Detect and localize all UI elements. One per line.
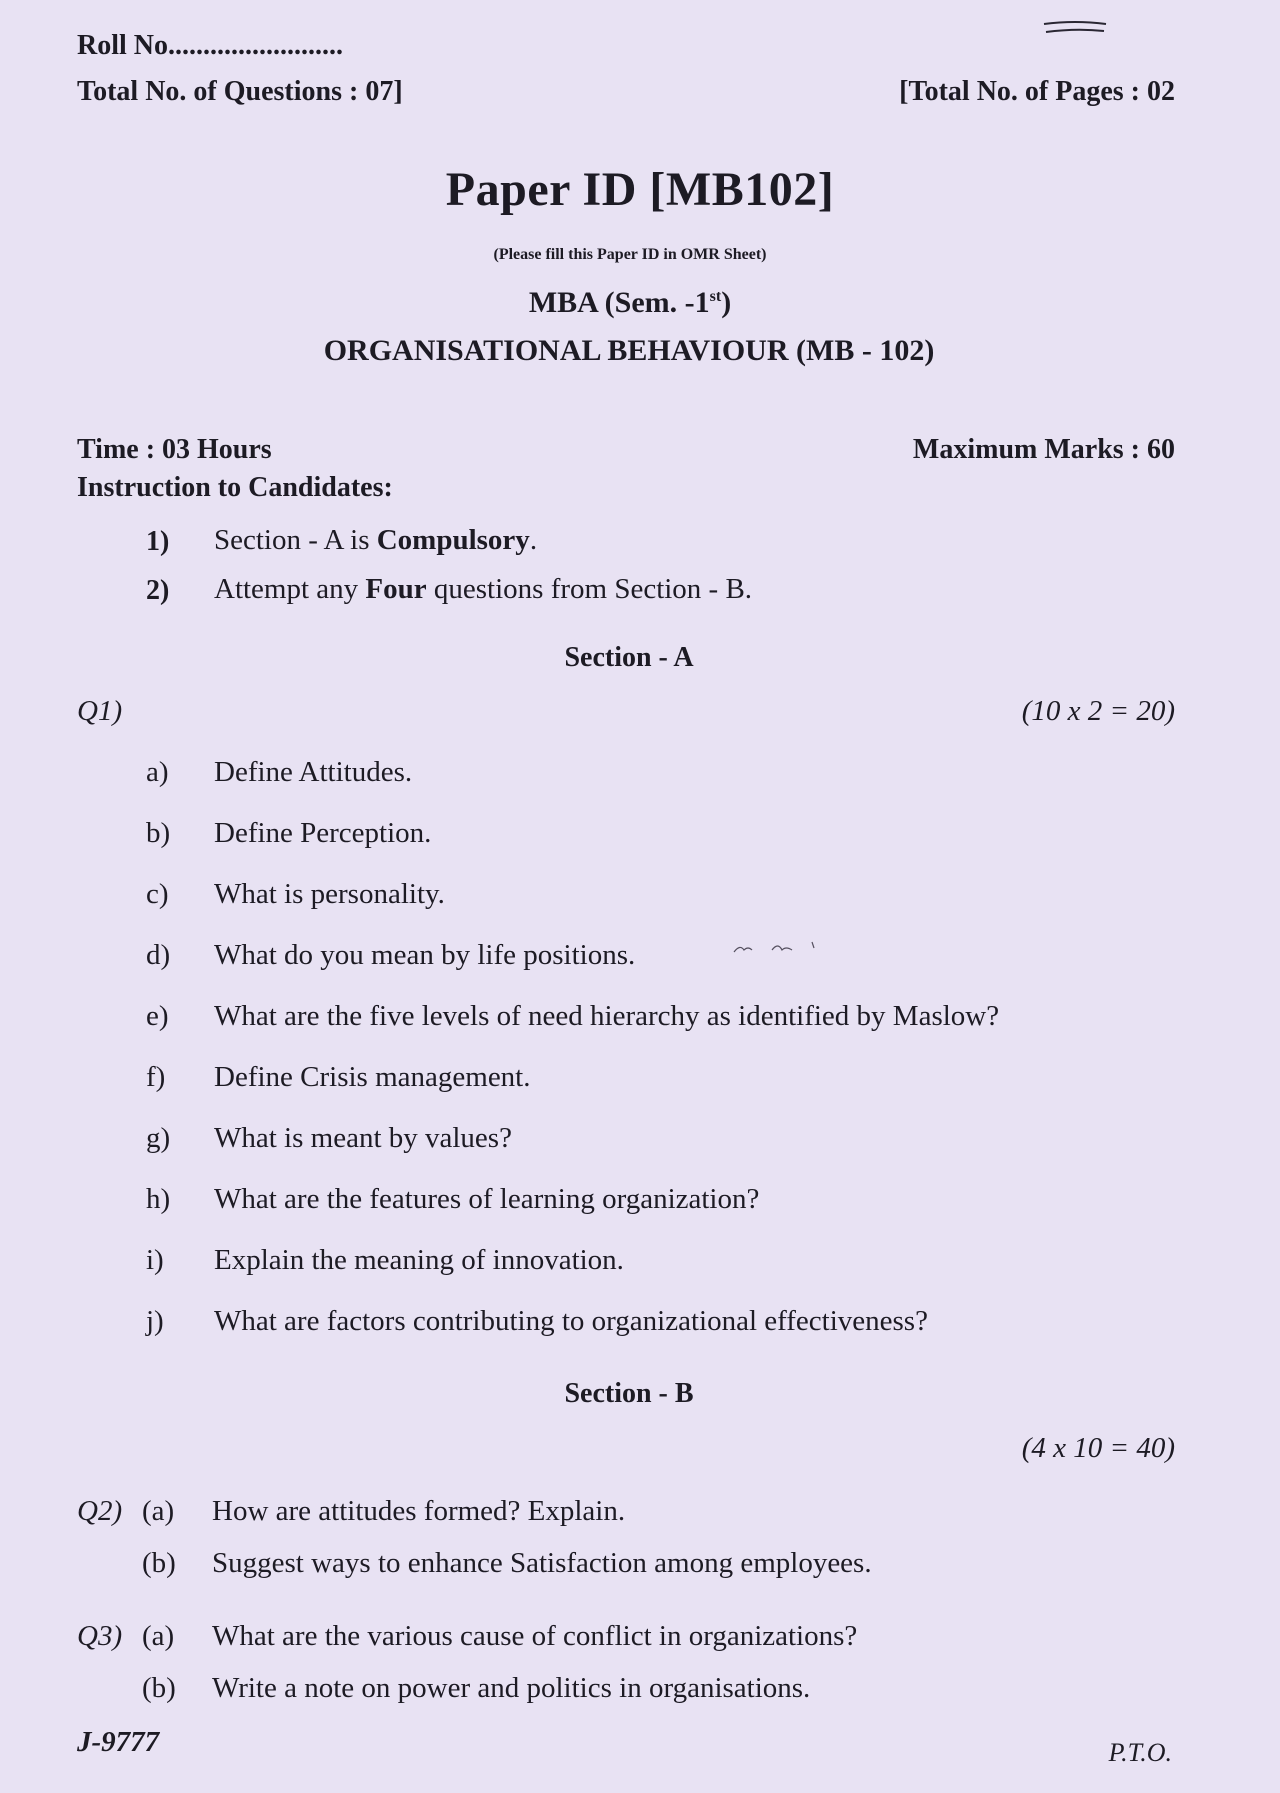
list-item-letter: c) [146, 878, 169, 910]
list-item: What is meant by values? [214, 1122, 512, 1154]
list-item-letter: e) [146, 1000, 169, 1032]
instruction-number: 1) [146, 526, 170, 557]
section-a-heading: Section - A [564, 642, 694, 673]
section-b-marks: (4 x 10 = 40) [1021, 1432, 1175, 1464]
section-a-marks: (10 x 2 = 20) [1021, 695, 1175, 727]
total-questions: Total No. of Questions : 07] [77, 76, 403, 107]
omr-note: (Please fill this Paper ID in OMR Sheet) [493, 246, 767, 263]
list-item-letter: d) [146, 939, 171, 971]
list-item-letter: i) [146, 1244, 164, 1276]
list-item: Define Attitudes. [214, 756, 413, 788]
course-semester: MBA (Sem. -1st) [528, 286, 732, 319]
list-item: Explain the meaning of innovation. [214, 1244, 624, 1276]
instruction-heading: Instruction to Candidates: [77, 472, 393, 503]
list-item: What are the features of learning organization? [214, 1183, 760, 1215]
section-b-heading: Section - B [564, 1378, 694, 1409]
list-item-letter: f) [146, 1061, 166, 1093]
question-part-label: (b) [142, 1547, 176, 1579]
page-turn-note: P.T.O. [1108, 1738, 1172, 1767]
list-item-letter: h) [146, 1183, 171, 1215]
exam-time: Time : 03 Hours [77, 434, 272, 465]
list-item-letter: b) [146, 817, 171, 849]
question-part-text: Write a note on power and politics in organisations. [212, 1672, 811, 1704]
list-item: What are the five levels of need hierarchy as identified by Maslow? [214, 1000, 1000, 1032]
paper-id-title: Paper ID [MB102] [445, 163, 835, 216]
list-item-letter: g) [146, 1122, 171, 1154]
list-item: Define Crisis management. [214, 1061, 531, 1093]
question-part-label: (a) [142, 1495, 175, 1527]
total-pages: [Total No. of Pages : 02 [899, 76, 1175, 107]
list-item: Define Perception. [214, 817, 432, 849]
roll-number-field: Roll No......................... [77, 30, 343, 61]
question-label: Q1) [77, 695, 123, 727]
instruction-text: Section - A is Compulsory. [214, 524, 538, 556]
question-part-text: What are the various cause of conflict in organizations? [212, 1620, 858, 1652]
instruction-text: Attempt any Four questions from Section - B. [214, 573, 753, 605]
question-part-label: (b) [142, 1672, 176, 1704]
maximum-marks: Maximum Marks : 60 [912, 434, 1175, 465]
list-item-letter: a) [146, 756, 169, 788]
question-label: Q2) [77, 1495, 123, 1527]
instruction-number: 2) [146, 575, 170, 606]
list-item-letter: j) [146, 1305, 164, 1337]
subject-title: ORGANISATIONAL BEHAVIOUR (MB - 102) [323, 334, 935, 367]
pencil-scribble-icon [732, 938, 822, 960]
question-part-text: How are attitudes formed? Explain. [212, 1495, 626, 1527]
list-item: What is personality. [214, 878, 445, 910]
question-label: Q3) [77, 1620, 123, 1652]
paper-code: J-9777 [77, 1726, 160, 1758]
list-item: What do you mean by life positions. [214, 939, 636, 971]
question-part-text: Suggest ways to enhance Satisfaction among employees. [212, 1547, 872, 1579]
list-item: What are factors contributing to organizational effectiveness? [214, 1305, 928, 1337]
handwritten-mark-icon [1040, 18, 1110, 42]
question-part-label: (a) [142, 1620, 175, 1652]
